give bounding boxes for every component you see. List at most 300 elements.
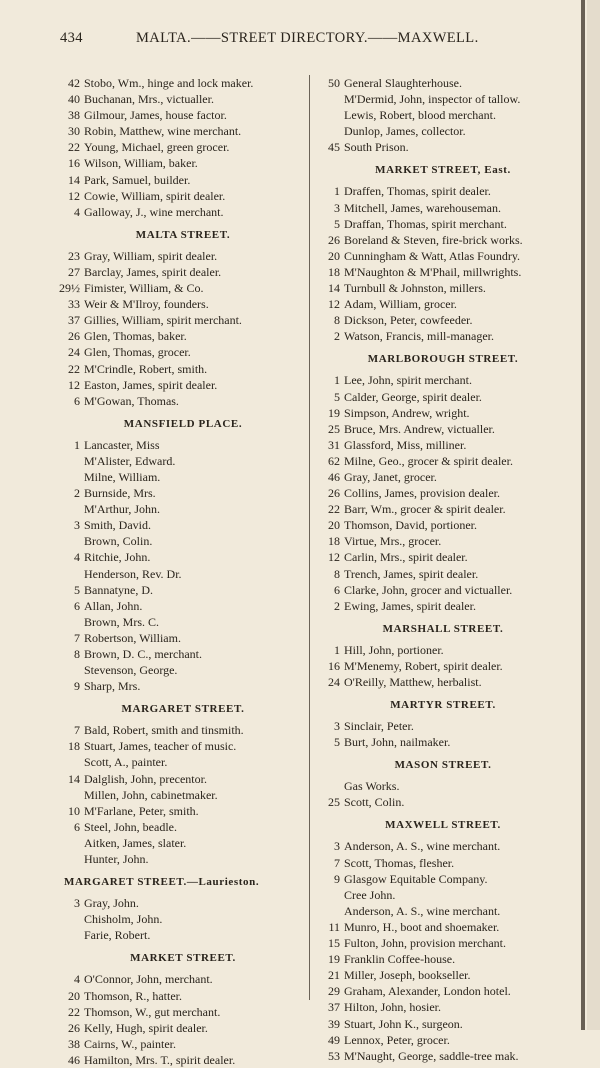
entry-text: Aitken, James, slater. xyxy=(84,835,187,850)
house-number: 5 xyxy=(334,389,340,404)
entry-text: Milne, Geo., grocer & spirit dealer. xyxy=(344,453,513,468)
entry-text: Simpson, Andrew, wright. xyxy=(344,405,470,420)
house-number: 18 xyxy=(328,264,340,279)
house-number: 14 xyxy=(68,172,80,187)
entry-text: M'Dermid, John, inspector of tallow. xyxy=(344,92,521,107)
directory-entry xyxy=(318,674,568,690)
entry-text: Draffen, Thomas, spirit dealer. xyxy=(344,184,491,199)
directory-entry xyxy=(318,312,568,328)
entry-text: Anderson, A. S., wine merchant. xyxy=(344,903,501,918)
house-number: 26 xyxy=(68,329,80,344)
entry-text: Adam, William, grocer. xyxy=(344,297,457,312)
entry-text: Cree John. xyxy=(344,887,396,902)
entry-text: Hilton, John, hosier. xyxy=(344,1000,442,1015)
directory-entry xyxy=(318,437,568,453)
directory-entry xyxy=(58,911,308,927)
house-number: 1 xyxy=(334,642,340,657)
house-number: 62 xyxy=(328,453,340,468)
house-number: 22 xyxy=(68,1004,80,1019)
directory-entry xyxy=(318,296,568,312)
entry-text: Gray, John. xyxy=(84,896,139,911)
house-number: 26 xyxy=(328,232,340,247)
house-number: 10 xyxy=(68,803,80,818)
directory-entry xyxy=(58,469,308,485)
house-number: 25 xyxy=(328,795,340,810)
entry-text: Dalglish, John, precentor. xyxy=(84,771,207,786)
directory-entry xyxy=(318,734,568,750)
directory-entry xyxy=(58,296,308,312)
street-heading: MARLBOROUGH STREET. xyxy=(367,353,519,366)
directory-entry xyxy=(318,139,568,155)
directory-entry xyxy=(318,123,568,139)
directory-entry xyxy=(318,999,568,1015)
directory-entry xyxy=(318,935,568,951)
directory-entry xyxy=(58,312,308,328)
entry-text: Glen, Thomas, baker. xyxy=(84,329,187,344)
directory-entry xyxy=(318,1016,568,1032)
directory-entry xyxy=(318,582,568,598)
entry-text: Anderson, A. S., wine merchant. xyxy=(344,839,501,854)
house-number: 39 xyxy=(328,1016,340,1031)
house-number: 8 xyxy=(334,566,340,581)
entry-text: Graham, Alexander, London hotel. xyxy=(344,984,511,999)
directory-entry xyxy=(58,895,308,911)
directory-entry xyxy=(318,718,568,734)
entry-text: Cowie, William, spirit dealer. xyxy=(84,188,226,203)
directory-entry xyxy=(318,967,568,983)
entry-text: Watson, Francis, mill-manager. xyxy=(344,329,494,344)
house-number: 14 xyxy=(68,771,80,786)
directory-entry xyxy=(318,778,568,794)
directory-entry xyxy=(318,887,568,903)
directory-entry xyxy=(58,107,308,123)
house-number: 22 xyxy=(328,502,340,517)
directory-entry xyxy=(318,453,568,469)
directory-entry xyxy=(58,248,308,264)
directory-entry xyxy=(58,204,308,220)
house-number: 5 xyxy=(74,582,80,597)
directory-entry xyxy=(58,264,308,280)
directory-entry xyxy=(58,662,308,678)
house-number: 46 xyxy=(68,1052,80,1067)
house-number: 3 xyxy=(334,200,340,215)
entry-text: Steel, John, beadle. xyxy=(84,819,177,834)
directory-entry xyxy=(318,501,568,517)
entry-text: Sharp, Mrs. xyxy=(84,679,141,694)
house-number: 16 xyxy=(328,658,340,673)
entry-text: Gray, William, spirit dealer. xyxy=(84,248,218,263)
directory-entry xyxy=(58,754,308,770)
entry-text: M'Naught, George, saddle-tree mak. xyxy=(344,1048,519,1063)
house-number: 19 xyxy=(328,405,340,420)
entry-text: O'Reilly, Matthew, herbalist. xyxy=(344,675,482,689)
house-number: 4 xyxy=(74,972,80,987)
directory-entry xyxy=(58,851,308,867)
entry-text: Boreland & Steven, fire-brick works. xyxy=(344,232,523,247)
directory-entry xyxy=(58,188,308,204)
directory-entry xyxy=(58,485,308,501)
entry-text: Bald, Robert, smith and tinsmith. xyxy=(84,723,244,738)
entry-text: Lennox, Peter, grocer. xyxy=(344,1032,450,1047)
entry-text: Robertson, William. xyxy=(84,630,181,645)
directory-entry xyxy=(318,469,568,485)
directory-entry xyxy=(58,566,308,582)
street-heading: MAXWELL STREET. xyxy=(385,819,501,832)
house-number: 33 xyxy=(68,297,80,312)
directory-entry xyxy=(58,819,308,835)
house-number: 22 xyxy=(68,361,80,376)
street-heading: MANSFIELD PLACE. xyxy=(123,417,243,430)
house-number: 6 xyxy=(74,819,80,834)
house-number: 5 xyxy=(334,216,340,231)
directory-entry xyxy=(318,794,568,810)
entry-text: M'Gowan, Thomas. xyxy=(84,393,179,408)
entry-text: Young, Michael, green grocer. xyxy=(84,140,230,155)
house-number: 22 xyxy=(68,140,80,155)
entry-text: Bannatyne, D. xyxy=(84,582,153,597)
entry-text: Farie, Robert. xyxy=(84,928,151,943)
house-number: 42 xyxy=(68,76,80,90)
entry-text: Smith, David. xyxy=(84,518,152,533)
entry-text: Hill, John, portioner. xyxy=(344,642,444,657)
street-heading: MASON STREET. xyxy=(394,759,492,772)
directory-entry xyxy=(318,75,568,91)
house-number: 27 xyxy=(68,264,80,279)
house-number: 3 xyxy=(74,518,80,533)
directory-entry xyxy=(318,389,568,405)
entry-text: Thomson, R., hatter. xyxy=(84,988,182,1003)
street-heading: MARKET STREET. xyxy=(130,952,236,965)
directory-entry xyxy=(318,598,568,614)
house-number: 3 xyxy=(334,839,340,854)
directory-entry xyxy=(58,533,308,549)
directory-entry xyxy=(318,328,568,344)
entry-text: Gillies, William, spirit merchant. xyxy=(84,313,242,328)
entry-text: Kelly, Hugh, spirit dealer. xyxy=(84,1020,208,1035)
directory-entry xyxy=(58,155,308,171)
entry-text: Stobo, Wm., hinge and lock maker. xyxy=(84,76,254,90)
directory-entry xyxy=(58,377,308,393)
house-number: 26 xyxy=(328,486,340,501)
house-number: 18 xyxy=(68,739,80,754)
directory-entry xyxy=(318,983,568,999)
entry-text: M'Crindle, Robert, smith. xyxy=(84,361,208,376)
entry-text: Thomson, David, portioner. xyxy=(344,518,477,533)
entry-text: General Slaughterhouse. xyxy=(344,76,462,90)
entry-text: Munro, H., boot and shoemaker. xyxy=(344,919,500,934)
directory-entry xyxy=(58,927,308,943)
house-number: 7 xyxy=(74,630,80,645)
directory-entry xyxy=(58,139,308,155)
directory-entry xyxy=(58,678,308,694)
house-number: 2 xyxy=(334,329,340,344)
directory-entry xyxy=(58,172,308,188)
house-number: 9 xyxy=(74,679,80,694)
house-number: 18 xyxy=(328,534,340,549)
directory-entry xyxy=(318,91,568,107)
directory-entry xyxy=(58,1052,308,1068)
page-binding-edge xyxy=(581,0,585,1030)
directory-entry xyxy=(58,75,308,91)
directory-entry xyxy=(58,787,308,803)
entry-text: Scott, A., painter. xyxy=(84,755,168,770)
street-heading: MARKET STREET, East. xyxy=(375,164,511,177)
entry-text: Stevenson, George. xyxy=(84,663,178,678)
entry-text: Henderson, Rev. Dr. xyxy=(84,566,182,581)
house-number: 6 xyxy=(74,598,80,613)
house-number: 6 xyxy=(334,582,340,597)
directory-entry xyxy=(318,658,568,674)
entry-text: Hunter, John. xyxy=(84,852,149,867)
directory-entry xyxy=(318,1032,568,1048)
house-number: 20 xyxy=(328,518,340,533)
entry-text: Mitchell, James, warehouseman. xyxy=(344,200,501,215)
house-number: 24 xyxy=(328,675,340,689)
directory-entry xyxy=(58,771,308,787)
house-number: 31 xyxy=(328,437,340,452)
entry-text: Scott, Colin. xyxy=(344,795,405,810)
page-margin-edge xyxy=(587,0,600,1030)
entry-text: Collins, James, provision dealer. xyxy=(344,486,500,501)
directory-entry xyxy=(318,183,568,199)
directory-entry xyxy=(58,549,308,565)
entry-text: Gas Works. xyxy=(344,779,400,794)
entry-text: Stuart, James, teacher of music. xyxy=(84,739,237,754)
directory-entry xyxy=(58,328,308,344)
house-number: 3 xyxy=(74,896,80,911)
house-number: 37 xyxy=(68,313,80,328)
entry-text: Park, Samuel, builder. xyxy=(84,172,191,187)
directory-entry xyxy=(58,123,308,139)
house-number: 38 xyxy=(68,108,80,123)
entry-text: Scott, Thomas, flesher. xyxy=(344,855,455,870)
entry-text: Fimister, William, & Co. xyxy=(84,281,204,296)
entry-text: Glasgow Equitable Company. xyxy=(344,871,488,886)
entry-text: Gray, Janet, grocer. xyxy=(344,469,437,484)
house-number: 26 xyxy=(68,1020,80,1035)
entry-text: Ewing, James, spirit dealer. xyxy=(344,598,476,613)
entry-text: Robin, Matthew, wine merchant. xyxy=(84,124,242,139)
entry-text: Trench, James, spirit dealer. xyxy=(344,566,479,581)
entry-text: Fulton, John, provision merchant. xyxy=(344,936,506,951)
directory-entry xyxy=(318,485,568,501)
directory-entry xyxy=(318,566,568,582)
house-number: 1 xyxy=(74,437,80,452)
directory-entry xyxy=(318,1048,568,1064)
entry-text: Dickson, Peter, cowfeeder. xyxy=(344,313,473,328)
directory-entry xyxy=(318,533,568,549)
directory-entry xyxy=(58,971,308,987)
directory-entry xyxy=(318,264,568,280)
house-number: 50 xyxy=(328,76,340,90)
directory-entry xyxy=(58,91,308,107)
directory-entry xyxy=(318,232,568,248)
house-number: 45 xyxy=(328,140,340,155)
entry-text: Ritchie, John. xyxy=(84,550,151,565)
directory-entry xyxy=(58,280,308,296)
directory-entry xyxy=(58,361,308,377)
entry-text: M'Arthur, John. xyxy=(84,502,161,517)
directory-entry xyxy=(58,437,308,453)
directory-entry xyxy=(58,501,308,517)
directory-entry xyxy=(318,421,568,437)
house-number: 20 xyxy=(328,248,340,263)
entry-text: Allan, John. xyxy=(84,598,143,613)
entry-text: Barr, Wm., grocer & spirit dealer. xyxy=(344,502,506,517)
entry-text: Weir & M'Ilroy, founders. xyxy=(84,297,209,312)
entry-text: Millen, John, cabinetmaker. xyxy=(84,787,218,802)
directory-entry xyxy=(58,582,308,598)
directory-entry xyxy=(58,722,308,738)
house-number: 14 xyxy=(328,281,340,296)
entry-text: Cunningham & Watt, Atlas Foundry. xyxy=(344,248,521,263)
house-number: 40 xyxy=(68,92,80,107)
house-number: 2 xyxy=(334,598,340,613)
entry-text: Easton, James, spirit dealer. xyxy=(84,377,218,392)
entry-text: Glen, Thomas, grocer. xyxy=(84,345,191,360)
street-heading: MALTA STREET. xyxy=(135,228,231,241)
entry-text: M'Alister, Edward. xyxy=(84,453,176,468)
house-number: 8 xyxy=(74,647,80,661)
directory-entry xyxy=(318,642,568,658)
directory-entry xyxy=(318,549,568,565)
house-number: 20 xyxy=(68,988,80,1003)
left-column xyxy=(58,75,308,1068)
house-number: 1 xyxy=(334,184,340,199)
entry-text: Dunlop, James, collector. xyxy=(344,124,466,139)
directory-entry xyxy=(318,919,568,935)
directory-entry xyxy=(58,1020,308,1036)
street-heading: MARSHALL STREET. xyxy=(382,622,504,635)
entry-text: Turnbull & Johnston, millers. xyxy=(344,281,486,296)
entry-text: Brown, Colin. xyxy=(84,534,153,549)
entry-text: Brown, D. C., merchant. xyxy=(84,647,202,661)
house-number: 7 xyxy=(74,723,80,738)
directory-entry xyxy=(58,803,308,819)
entry-text: South Prison. xyxy=(344,140,409,155)
entry-text: Glassford, Miss, milliner. xyxy=(344,437,467,452)
directory-entry xyxy=(318,280,568,296)
directory-entry xyxy=(58,646,308,662)
street-heading: MARGARET STREET. xyxy=(121,703,245,716)
entry-text: Chisholm, John. xyxy=(84,912,163,927)
house-number: 25 xyxy=(328,421,340,436)
directory-entry xyxy=(318,903,568,919)
directory-entry xyxy=(318,107,568,123)
entry-text: Stuart, John K., surgeon. xyxy=(344,1016,463,1031)
house-number: 3 xyxy=(334,719,340,734)
page-number: 434 xyxy=(60,30,83,46)
directory-entry xyxy=(58,988,308,1004)
house-number: 38 xyxy=(68,1036,80,1051)
directory-entry xyxy=(58,1004,308,1020)
directory-entry xyxy=(318,372,568,388)
entry-text: Carlin, Mrs., spirit dealer. xyxy=(344,550,468,565)
house-number: 29 xyxy=(328,984,340,999)
entry-text: Clarke, John, grocer and victualler. xyxy=(344,582,513,597)
entry-text: Lewis, Robert, blood merchant. xyxy=(344,108,496,123)
directory-entry xyxy=(318,248,568,264)
house-number: 12 xyxy=(328,550,340,565)
house-number: 8 xyxy=(334,313,340,328)
house-number: 1 xyxy=(334,373,340,388)
house-number: 12 xyxy=(68,188,80,203)
house-number: 16 xyxy=(68,156,80,171)
running-title: MALTA.——STREET DIRECTORY.——MAXWELL. xyxy=(136,30,479,46)
entry-text: Milne, William. xyxy=(84,469,161,484)
entry-text: M'Farlane, Peter, smith. xyxy=(84,803,199,818)
directory-entry xyxy=(58,630,308,646)
directory-entry xyxy=(318,951,568,967)
entry-text: Franklin Coffee-house. xyxy=(344,952,456,967)
house-number: 30 xyxy=(68,124,80,139)
house-number: 7 xyxy=(334,855,340,870)
house-number: 4 xyxy=(74,204,80,219)
entry-text: Miller, Joseph, bookseller. xyxy=(344,968,471,983)
entry-text: Wilson, William, baker. xyxy=(84,156,198,171)
house-number: 23 xyxy=(68,248,80,263)
house-number: 24 xyxy=(68,345,80,360)
entry-text: Virtue, Mrs., grocer. xyxy=(344,534,442,549)
house-number: 2 xyxy=(74,486,80,501)
house-number: 37 xyxy=(328,1000,340,1015)
directory-entry xyxy=(58,1036,308,1052)
house-number: 12 xyxy=(328,297,340,312)
house-number: 12 xyxy=(68,377,80,392)
directory-entry xyxy=(318,855,568,871)
directory-entry xyxy=(58,393,308,409)
entry-text: Calder, George, spirit dealer. xyxy=(344,389,482,404)
directory-entry xyxy=(58,344,308,360)
house-number: 11 xyxy=(328,919,340,934)
entry-text: Galloway, J., wine merchant. xyxy=(84,204,224,219)
entry-text: Barclay, James, spirit dealer. xyxy=(84,264,222,279)
entry-text: M'Menemy, Robert, spirit dealer. xyxy=(344,658,503,673)
entry-text: Brown, Mrs. C. xyxy=(84,614,160,629)
directory-entry xyxy=(58,738,308,754)
entry-text: Thomson, W., gut merchant. xyxy=(84,1004,221,1019)
entry-text: Lancaster, Miss xyxy=(84,437,160,452)
directory-entry xyxy=(58,598,308,614)
directory-entry xyxy=(58,453,308,469)
directory-entry xyxy=(318,871,568,887)
directory-entry xyxy=(318,838,568,854)
directory-entry xyxy=(58,614,308,630)
entry-text: Burnside, Mrs. xyxy=(84,486,156,501)
entry-text: Bruce, Mrs. Andrew, victualler. xyxy=(344,421,495,436)
directory-entry xyxy=(318,405,568,421)
entry-text: Lee, John, spirit merchant. xyxy=(344,373,472,388)
entry-text: M'Naughton & M'Phail, millwrights. xyxy=(344,264,522,279)
entry-text: Hamilton, Mrs. T., spirit dealer. xyxy=(84,1052,236,1067)
house-number: 5 xyxy=(334,735,340,750)
entry-text: Sinclair, Peter. xyxy=(344,719,414,734)
entry-text: Burt, John, nailmaker. xyxy=(344,735,451,750)
directory-entry xyxy=(318,517,568,533)
column-divider xyxy=(309,75,310,1000)
house-number: 19 xyxy=(328,952,340,967)
directory-entry xyxy=(58,517,308,533)
right-column xyxy=(318,75,568,1064)
entry-text: Cairns, W., painter. xyxy=(84,1036,176,1051)
directory-entry xyxy=(318,216,568,232)
entry-text: O'Connor, John, merchant. xyxy=(84,972,213,987)
house-number: 46 xyxy=(328,469,340,484)
entry-text: Gilmour, James, house factor. xyxy=(84,108,227,123)
house-number: 9 xyxy=(334,871,340,886)
house-number: 29½ xyxy=(59,281,80,296)
house-number: 21 xyxy=(328,968,340,983)
